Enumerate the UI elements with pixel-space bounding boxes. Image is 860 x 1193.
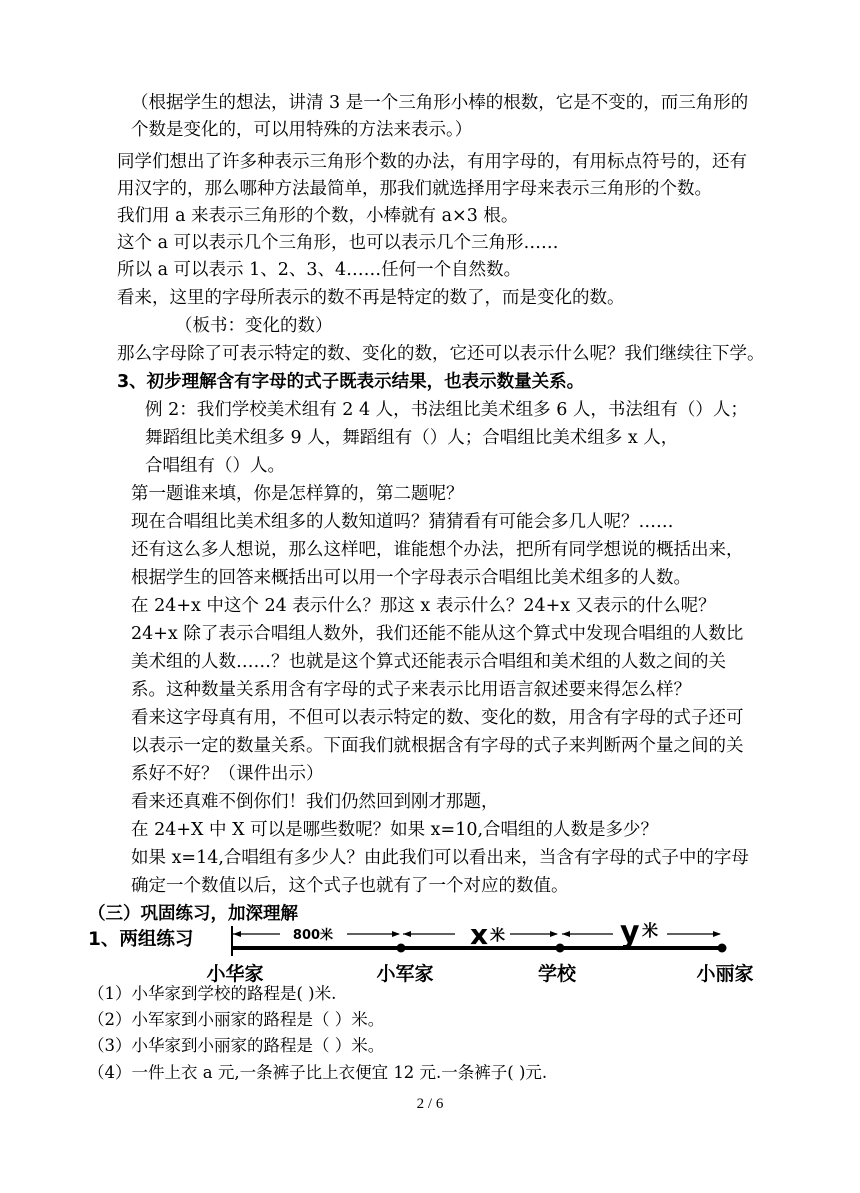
arrowhead bbox=[233, 931, 241, 937]
page-number: 2 / 6 bbox=[416, 1096, 444, 1112]
text-line: 在 24+X 中 X 可以是哪些数呢？如果 x=10,合唱组的人数是多少？ bbox=[131, 820, 659, 840]
text-line: 例 2：我们学校美术组有 2 4 人，书法组比美术组多 6 人，书法组有（）人； bbox=[145, 400, 748, 420]
section-heading: 3、初步理解含有字母的式子既表示结果，也表示数量关系。 bbox=[117, 372, 585, 392]
text-line: 合唱组有（）人。 bbox=[145, 456, 285, 476]
text-line: 确定一个数值以后，这个式子也就有了一个对应的数值。 bbox=[131, 876, 569, 896]
question-4: （4）一件上衣 a 元,一条裤子比上衣便宜 12 元.一条裤子( )元. bbox=[88, 1063, 548, 1082]
text-line: 我们用 a 来表示三角形的个数，小棒就有 a×3 根。 bbox=[117, 206, 519, 226]
question-2: （2）小军家到小丽家的路程是（ ）米。 bbox=[88, 1010, 385, 1029]
text-line: 现在合唱组比美术组多的人数知道吗？猜猜看有可能会多几人呢？…… bbox=[131, 512, 674, 532]
place-label: 小丽家 bbox=[696, 963, 754, 985]
text-line: 舞蹈组比美术组多 9 人，舞蹈组有（）人；合唱组比美术组多 x 人， bbox=[145, 428, 679, 448]
text-line: 以表示一定的数量关系。下面我们就根据含有字母的式子来判断两个量之间的关 bbox=[131, 736, 744, 756]
text-line: 还有这么多人想说，那么这样吧，谁能想个办法，把所有同学想说的概括出来， bbox=[131, 540, 744, 560]
point-marker bbox=[718, 944, 727, 953]
text-line: 美术组的人数……？也就是这个算式还能表示合唱组和美术组的人数之间的关 bbox=[131, 652, 726, 672]
text-line: 个数是变化的，可以用特殊的方法来表示。） bbox=[131, 120, 473, 140]
text-line: 同学们想出了许多种表示三角形个数的办法，有用字母的，有用标点符号的，还有 bbox=[117, 152, 747, 172]
text-line: 看来还真难不倒你们！我们仍然回到刚才那题， bbox=[131, 792, 499, 812]
text-line: 第一题谁来填，你是怎样算的，第二题呢？ bbox=[131, 484, 464, 504]
exercise-heading: 1、两组练习 bbox=[88, 929, 194, 950]
arrowhead bbox=[403, 931, 411, 937]
place-label: 学校 bbox=[537, 963, 577, 985]
text-line: 那么字母除了可表示特定的数、变化的数，它还可以表示什么呢？我们继续往下学。 bbox=[117, 344, 765, 364]
text-line: 如果 x=14,合唱组有多少人？由此我们可以看出来，当含有字母的式子中的字母 bbox=[131, 848, 749, 868]
arrowhead bbox=[713, 931, 721, 937]
text-line: 看来，这里的字母所表示的数不再是特定的数了，而是变化的数。 bbox=[117, 288, 625, 308]
text-line: 所以 a 可以表示 1、2、3、4……任何一个自然数。 bbox=[117, 260, 522, 280]
text-line: 系。这种数量关系用含有字母的式子来表示比用语言叙述要来得怎么样？ bbox=[131, 680, 691, 700]
segment-variable: y bbox=[620, 915, 640, 950]
section-heading: （三）巩固练习，加深理解 bbox=[88, 904, 298, 924]
text-line: （板书：变化的数） bbox=[175, 316, 333, 336]
place-label: 小华家 bbox=[206, 963, 264, 985]
text-line: （根据学生的想法，讲清 3 是一个三角形小棒的根数，它是不变的，而三角形的 bbox=[131, 93, 749, 113]
text-line: 根据学生的回答来概括出可以用一个字母表示合唱组比美术组多的人数。 bbox=[131, 568, 691, 588]
point-marker bbox=[556, 944, 565, 953]
question-3: （3）小华家到小丽家的路程是（ ）米。 bbox=[88, 1036, 385, 1055]
segment-unit: 米 bbox=[642, 921, 659, 940]
distance-diagram bbox=[195, 912, 775, 988]
segment-unit: 米 bbox=[490, 926, 506, 944]
text-line: 在 24+x 中这个 24 表示什么？那这 x 表示什么？24+x 又表示的什么呢？ bbox=[131, 596, 716, 616]
point-marker bbox=[397, 944, 406, 953]
text-line: 24+x 除了表示合唱组人数外，我们还能不能从这个算式中发现合唱组的人数比 bbox=[131, 624, 744, 644]
place-label: 小军家 bbox=[376, 963, 434, 985]
text-line: 用汉字的，那么哪种方法最简单，那我们就选择用字母来表示三角形的个数。 bbox=[117, 179, 712, 199]
segment-label: 800米 bbox=[292, 928, 334, 943]
arrowhead bbox=[550, 931, 558, 937]
arrowhead bbox=[392, 931, 400, 937]
question-1: （1）小华家到学校的路程是( )米. bbox=[88, 984, 337, 1003]
text-line: 看来这字母真有用，不但可以表示特定的数、变化的数，用含有字母的式子还可 bbox=[131, 708, 744, 728]
text-line: 系好不好？（课件出示） bbox=[131, 764, 324, 784]
segment-variable: x bbox=[470, 918, 489, 951]
arrowhead bbox=[562, 931, 570, 937]
text-line: 这个 a 可以表示几个三角形，也可以表示几个三角形…… bbox=[117, 233, 559, 253]
